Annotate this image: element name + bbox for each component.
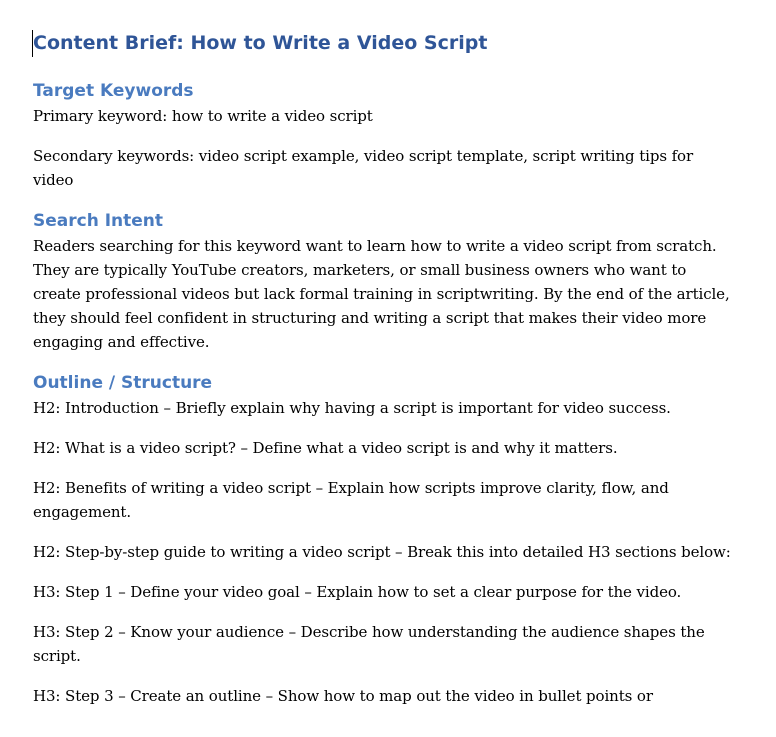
outline-item: H2: Introduction – Briefly explain why having a script is important for video success. [33, 399, 671, 417]
section-heading-search-intent: Search Intent [33, 211, 164, 231]
search-intent-paragraph: Readers searching for this keyword want to learn how to write a video script from scratch. They are typically YouTube creators, marketers, or small business owners who want to create professional videos but lack formal training in scriptwriting. By the end of the article, they should feel confident in structuring and writing a script that makes their video more engaging and effective. [33, 237, 730, 351]
outline-item: H2: What is a video script? – Define what a video script is and why it matters. [33, 439, 618, 457]
outline-item: H3: Step 2 – Know your audience – Describe how understanding the audience shapes the script. [33, 623, 705, 665]
document-body[interactable] [33, 29, 733, 724]
secondary-keywords-text: Secondary keywords: video script example, video script template, script writing tips for video [33, 147, 694, 189]
document-title: Content Brief: How to Write a Video Script [33, 32, 488, 54]
section-heading-target-keywords: Target Keywords [33, 81, 194, 101]
section-heading-outline-structure: Outline / Structure [33, 373, 213, 393]
outline-item: H2: Benefits of writing a video script – Explain how scripts improve clarity, flow, and engagement. [33, 479, 669, 521]
outline-item: H3: Step 1 – Define your video goal – Explain how to set a clear purpose for the video. [33, 583, 682, 601]
primary-keyword-text: Primary keyword: how to write a video script [33, 107, 373, 125]
outline-item: H2: Step-by-step guide to writing a video script – Break this into detailed H3 sections below: [33, 543, 731, 561]
outline-item: H3: Step 3 – Create an outline – Show how to map out the video in bullet points or [33, 687, 653, 705]
